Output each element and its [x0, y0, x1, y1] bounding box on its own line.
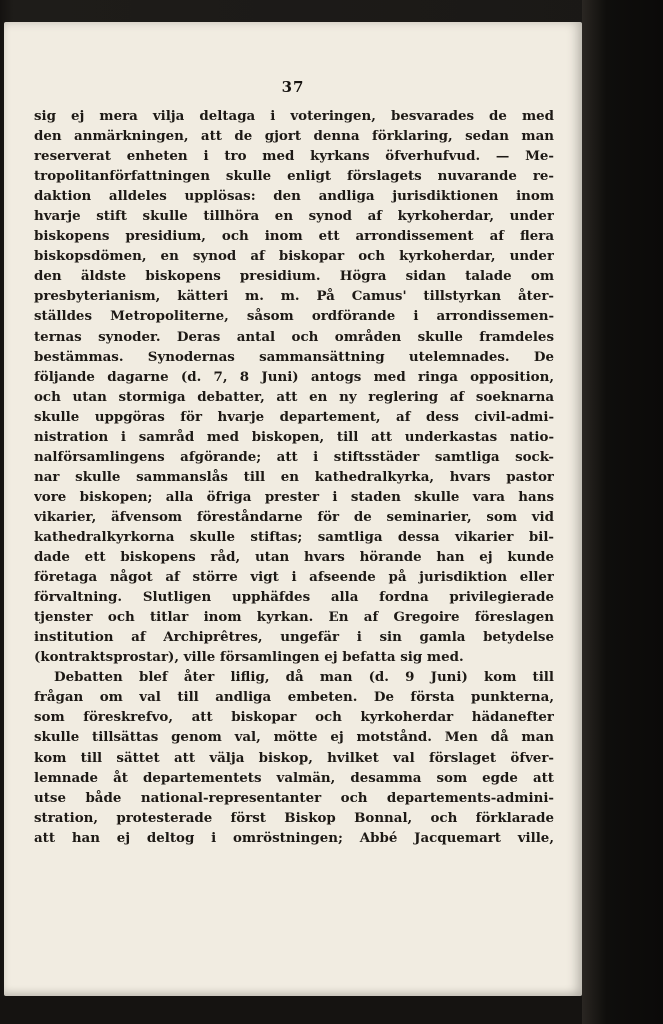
- text-line: följande dagarne (d. 7, 8 Juni) antogs med ringa opposition,: [34, 368, 554, 385]
- text-line: reserverat enheten i tro med kyrkans öfverhufvud. — Me-: [34, 148, 554, 165]
- text-line: den anmärkningen, att de gjort denna förklaring, sedan man: [34, 128, 554, 145]
- text-line: presbyterianism, kätteri m. m. På Camus' tillstyrkan åter-: [34, 288, 554, 305]
- text-line: den äldste biskopens presidium. Högra sidan talade om: [34, 268, 554, 285]
- text-line: förvaltning. Slutligen upphäfdes alla fordna privilegierade: [34, 589, 554, 606]
- text-line: vikarier, äfvensom föreståndarne för de seminarier, som vid: [34, 508, 554, 525]
- text-line: daktion alldeles upplösas: den andliga jurisdiktionen inom: [34, 188, 554, 205]
- text-line: bestämmas. Synodernas sammansättning utelemnades. De: [34, 348, 554, 365]
- page-edge-shadow: [582, 0, 663, 1024]
- text-line: (kontraktsprostar), ville församlingen ej befatta sig med.: [34, 649, 464, 666]
- text-line: dade ett biskopens råd, utan hvars hörande han ej kunde: [34, 549, 554, 566]
- text-line: skulle uppgöras för hvarje departement, af dess civil-admi-: [34, 408, 554, 425]
- text-line: biskopens presidium, och inom ett arrondissement af flera: [34, 228, 554, 245]
- text-line: hvarje stift skulle tillhöra en synod af kyrkoherdar, under: [34, 208, 554, 225]
- text-line: Debatten blef åter liflig, då man (d. 9 Juni) kom till: [54, 669, 554, 686]
- text-line: nistration i samråd med biskopen, till att underkastas natio-: [34, 428, 554, 445]
- text-line: som föreskrefvo, att biskopar och kyrkoherdar hädanefter: [34, 709, 554, 726]
- bottom-scan-border: [0, 996, 582, 1024]
- text-line: tjenster och titlar inom kyrkan. En af Gregoire föreslagen: [34, 609, 554, 626]
- text-line: nar skulle sammanslås till en kathedralkyrka, hvars pastor: [34, 468, 554, 485]
- text-line: och utan stormiga debatter, att en ny reglering af soeknarna: [34, 388, 554, 405]
- text-line: frågan om val till andliga embeten. De första punkterna,: [34, 689, 554, 706]
- body-text: [34, 106, 554, 848]
- page-number: 37: [281, 78, 305, 96]
- text-line: institution af Archiprêtres, ungefär i sin gamla betydelse: [34, 629, 554, 646]
- text-line: sig ej mera vilja deltaga i voteringen, besvarades de med: [34, 108, 554, 124]
- paper-page: [4, 22, 582, 996]
- text-line: tropolitanförfattningen skulle enligt förslagets nuvarande re-: [34, 168, 554, 185]
- text-line: ternas synoder. Deras antal och områden skulle framdeles: [34, 328, 554, 345]
- text-line: kathedralkyrkorna skulle stiftas; samtliga dessa vikarier bil-: [34, 528, 554, 545]
- text-line: biskopsdömen, en synod af biskopar och kyrkoherdar, under: [34, 248, 554, 265]
- text-line: vore biskopen; alla öfriga prester i staden skulle vara hans: [34, 488, 554, 505]
- text-line: att han ej deltog i omröstningen; Abbé Jacquemart ville,: [34, 829, 554, 846]
- text-line: stration, protesterade först Biskop Bonnal, och förklarade: [34, 809, 554, 826]
- text-line: kom till sättet att välja biskop, hvilket val förslaget öfver-: [34, 749, 554, 766]
- text-line: skulle tillsättas genom val, mötte ej motstånd. Men då man: [34, 729, 554, 746]
- text-line: ställdes Metropoliterne, såsom ordförande i arrondissemen-: [34, 308, 554, 325]
- text-line: nalförsamlingens afgörande; att i stiftsstäder samtliga sock-: [34, 448, 554, 465]
- text-line: lemnade åt departementets valmän, desamma som egde att: [34, 769, 554, 786]
- text-line: företaga något af större vigt i afseende på jurisdiktion eller: [34, 569, 554, 586]
- text-line: utse både national-representanter och departements-admini-: [34, 789, 554, 806]
